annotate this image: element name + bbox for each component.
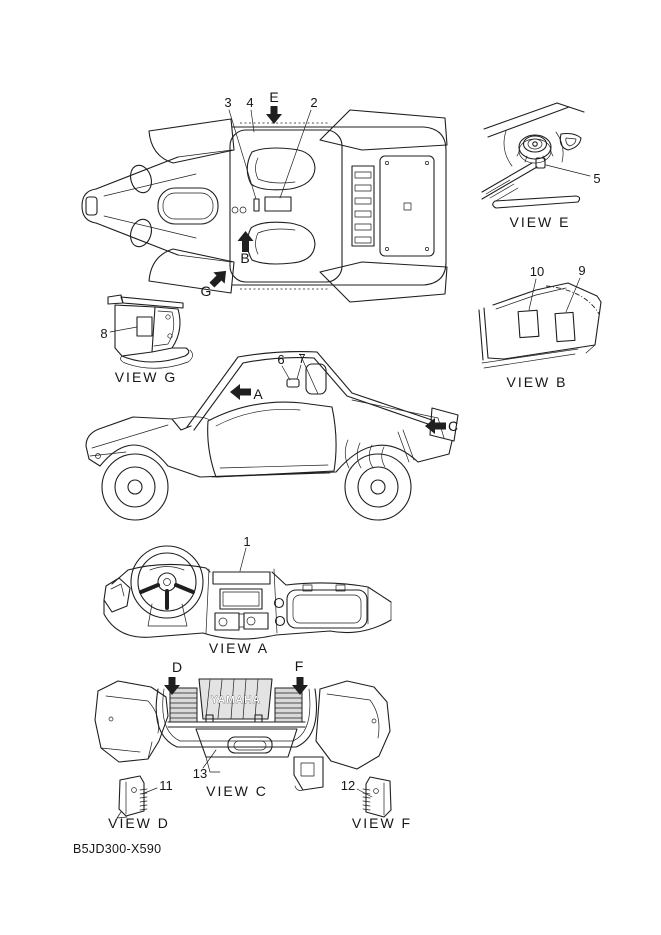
arrow-c-label: C (447, 418, 459, 434)
callout-6: 6 (277, 352, 285, 367)
callout-7: 7 (298, 351, 306, 366)
callout-5: 5 (593, 171, 601, 186)
clip-6-7 (287, 379, 299, 387)
leader-line-3 (229, 110, 256, 199)
door-panel (208, 402, 336, 477)
view-g-drawing (100, 295, 192, 385)
bracket-label-8 (137, 317, 152, 336)
dash-label-1 (213, 572, 270, 584)
view-d-drawing (108, 776, 173, 831)
arrow-g-label: G (200, 283, 212, 299)
front-wheel (102, 454, 168, 520)
callout-3: 3 (224, 95, 232, 110)
driver-seat (247, 148, 315, 190)
leader-line-5 (546, 165, 590, 176)
yamaha-emblem: YAMAHA (210, 695, 262, 706)
callout-10: 10 (529, 264, 545, 279)
view-c-caption: VIEW C (206, 783, 268, 799)
arrow-a-label: A (253, 386, 263, 402)
callout-12: 12 (340, 778, 356, 793)
leader-line-1 (240, 548, 246, 571)
callout-4: 4 (246, 95, 254, 110)
arrow-f-label: F (294, 658, 304, 674)
arrow-a-icon (230, 384, 251, 400)
roll-cage (187, 352, 432, 430)
arrow-c-icon (425, 418, 446, 434)
leader-line-10 (529, 279, 536, 310)
panel-label-10 (518, 310, 539, 337)
view-d-caption: VIEW D (108, 815, 170, 831)
arrow-b-icon (238, 231, 254, 252)
rear-wheel (345, 454, 411, 520)
view-a-drawing (104, 534, 391, 656)
callout-9: 9 (578, 263, 586, 278)
view-f-drawing (341, 777, 412, 831)
view-g-caption: VIEW G (114, 369, 178, 385)
view-f-caption: VIEW F (351, 815, 413, 831)
view-e-drawing (482, 103, 601, 230)
leader-line-6 (282, 366, 290, 380)
arrow-b-label: B (240, 250, 250, 266)
arrow-e-icon (266, 106, 282, 124)
view-a-caption: VIEW A (208, 640, 270, 656)
leader-line-7 (297, 365, 301, 379)
console-label-3 (254, 199, 259, 211)
sheet-part-code: B5JD300-X590 (73, 842, 162, 856)
view-b-drawing (479, 263, 601, 390)
console-label-2 (265, 197, 291, 211)
top-view-drawing (82, 89, 447, 302)
callout-11: 11 (159, 778, 173, 793)
callout-8: 8 (100, 326, 108, 341)
leader-line-8 (110, 327, 137, 332)
callout-13: 13 (192, 766, 208, 781)
callout-2: 2 (310, 95, 318, 110)
passenger-seat (247, 222, 315, 264)
leader-line-4 (251, 110, 254, 132)
view-b-caption: VIEW B (506, 374, 568, 390)
view-e-caption: VIEW E (509, 214, 571, 230)
panel-label-9 (555, 312, 575, 341)
arrow-e-label: E (269, 89, 279, 105)
arrow-d-label: D (171, 659, 183, 675)
bed-vent-slots (355, 172, 371, 243)
callout-1: 1 (243, 534, 251, 549)
